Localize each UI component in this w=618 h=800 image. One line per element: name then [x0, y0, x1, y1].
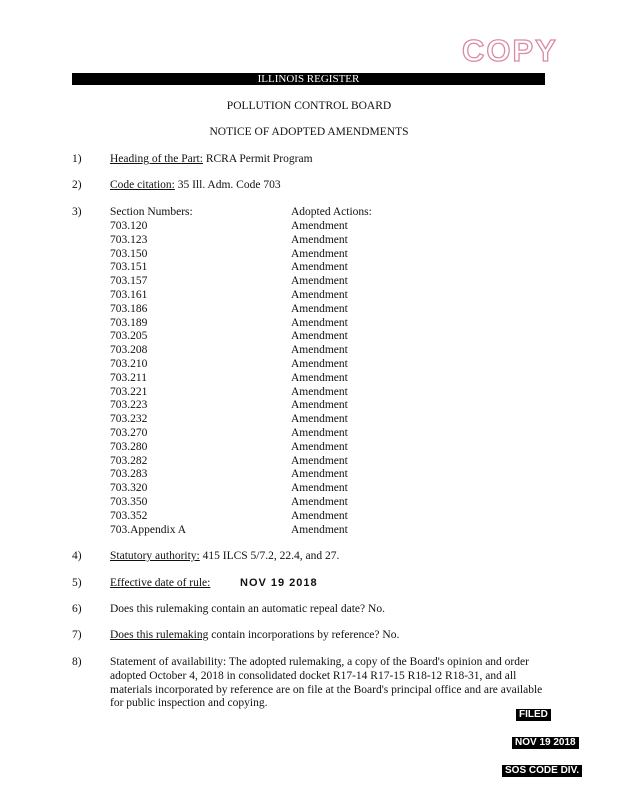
item-4-label: Statutory authority: — [110, 550, 200, 562]
adopted-action: Amendment — [291, 454, 348, 467]
adopted-action: Amendment — [291, 523, 348, 536]
adopted-action: Amendment — [291, 302, 348, 315]
section-number: 703.223 — [110, 399, 148, 412]
item-3-number: 3) — [72, 206, 82, 218]
item-6-number: 6) — [72, 603, 82, 615]
filed-date-stamp: NOV 19 2018 — [512, 737, 579, 749]
adopted-action: Amendment — [291, 330, 348, 343]
adopted-action: Amendment — [291, 440, 348, 453]
item-8-text: Statement of availability: The adopted rulemaking, a copy of the Board's opinion and order adopted October 4, 2018 in consolidated docket R17-14 R17-15 R18-12 R18-31, and all materials incorporated by reference are on file at the Board's principal office and are available for public inspection and copying. — [110, 656, 543, 710]
adopted-action: Amendment — [291, 261, 348, 274]
adopted-action: Amendment — [291, 495, 348, 508]
adopted-action: Amendment — [291, 413, 348, 426]
section-number: 703.151 — [110, 261, 148, 274]
adopted-action: Amendment — [291, 233, 348, 246]
adopted-action: Amendment — [291, 357, 348, 370]
copy-stamp: COPY — [462, 33, 558, 68]
item-7-value: contain incorporations by reference? No. — [208, 629, 400, 641]
adopted-action: Amendment — [291, 426, 348, 439]
section-number: 703.350 — [110, 495, 148, 508]
adopted-action: Amendment — [291, 385, 348, 398]
agency-title: POLLUTION CONTROL BOARD — [226, 100, 392, 112]
section-number: 703.120 — [110, 220, 148, 232]
item-1-value: RCRA Permit Program — [202, 153, 313, 165]
adopted-action: Amendment — [291, 247, 348, 260]
section-number: 703.205 — [110, 330, 148, 343]
item-2-label: Code citation: — [110, 179, 175, 191]
item-2 — [110, 179, 281, 191]
item-7-number: 7) — [72, 629, 82, 641]
action-list — [291, 220, 348, 537]
section-number: 703.232 — [110, 413, 148, 426]
section-number: 703.123 — [110, 233, 148, 246]
item-7 — [110, 629, 399, 641]
item-7-label: Does this rulemaking — [110, 629, 209, 641]
section-number: 703.320 — [110, 482, 148, 495]
adopted-action: Amendment — [291, 220, 348, 232]
item-8-number: 8) — [72, 656, 82, 668]
section-number: 703.283 — [110, 468, 148, 481]
section-list — [110, 220, 186, 537]
item-5-number: 5) — [72, 577, 82, 589]
section-number: 703.Appendix A — [110, 523, 187, 536]
section-number: 703.161 — [110, 288, 148, 301]
section-number: 703.221 — [110, 385, 148, 398]
item-6-text: Does this rulemaking contain an automatic repeal date? No. — [110, 603, 385, 615]
section-number: 703.186 — [110, 302, 148, 315]
section-number: 703.210 — [110, 357, 148, 370]
actions-header: Adopted Actions: — [291, 206, 372, 218]
item-4-value: 415 ILCS 5/7.2, 22.4, and 27. — [199, 550, 340, 562]
adopted-action: Amendment — [291, 468, 348, 481]
adopted-action: Amendment — [291, 399, 348, 412]
section-number: 703.211 — [110, 371, 147, 384]
filed-stamp: FILED — [516, 709, 551, 721]
section-number: 703.189 — [110, 316, 148, 329]
section-number: 703.208 — [110, 344, 148, 357]
item-5-label: Effective date of rule: — [110, 577, 211, 589]
item-1-label: Heading of the Part: — [110, 153, 203, 165]
section-number: 703.280 — [110, 440, 148, 453]
item-1 — [110, 153, 313, 165]
register-header: ILLINOIS REGISTER — [72, 73, 545, 85]
item-2-number: 2) — [72, 179, 82, 191]
adopted-action: Amendment — [291, 482, 348, 495]
sos-code-div-stamp: SOS CODE DIV. — [502, 765, 582, 777]
adopted-action: Amendment — [291, 344, 348, 357]
effective-date-stamp: NOV 19 2018 — [240, 577, 318, 589]
section-number: 703.157 — [110, 275, 148, 288]
section-number: 703.270 — [110, 426, 148, 439]
sections-header: Section Numbers: — [110, 206, 193, 218]
adopted-action: Amendment — [291, 371, 348, 384]
section-number: 703.352 — [110, 509, 148, 522]
adopted-action: Amendment — [291, 288, 348, 301]
item-4-number: 4) — [72, 550, 82, 562]
section-number: 703.282 — [110, 454, 148, 467]
adopted-action: Amendment — [291, 275, 348, 288]
section-number: 703.150 — [110, 247, 148, 260]
item-1-number: 1) — [72, 153, 82, 165]
item-2-value: 35 Ill. Adm. Code 703 — [174, 179, 281, 191]
adopted-action: Amendment — [291, 509, 348, 522]
adopted-action: Amendment — [291, 316, 348, 329]
item-4 — [110, 550, 339, 562]
notice-title: NOTICE OF ADOPTED AMENDMENTS — [209, 126, 409, 138]
